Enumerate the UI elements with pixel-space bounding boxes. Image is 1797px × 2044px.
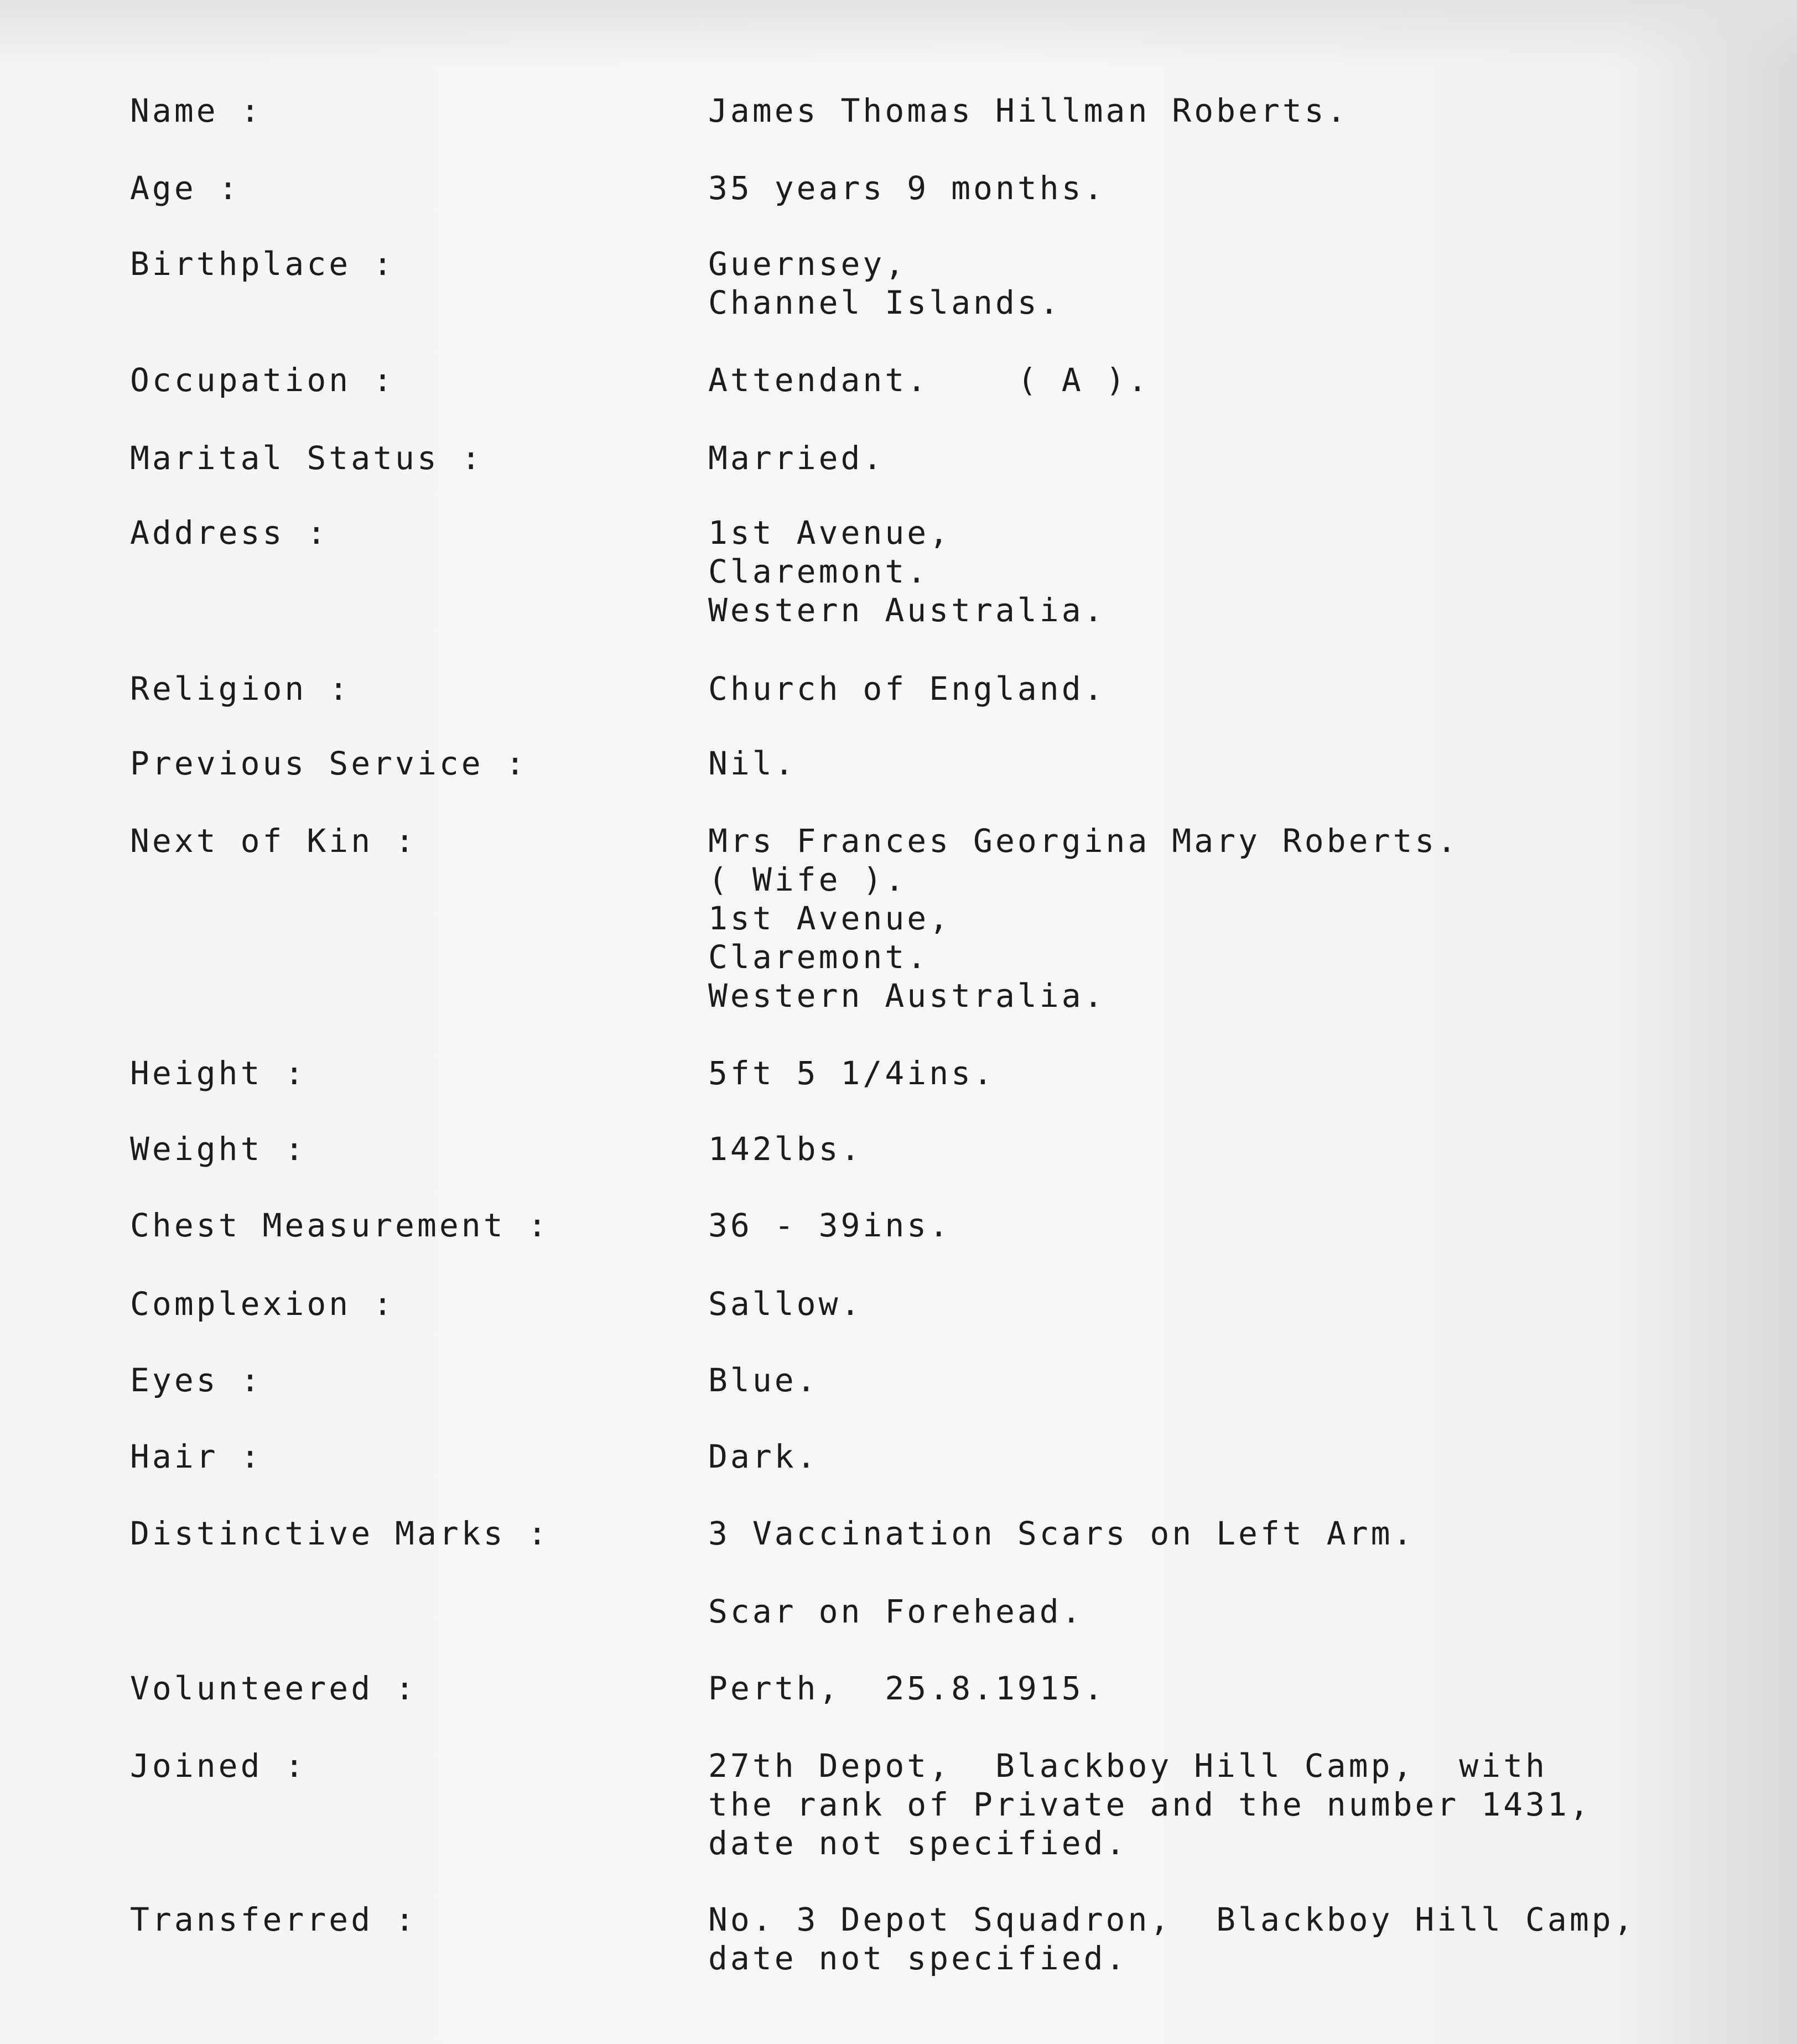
value-line: Married. bbox=[708, 439, 885, 477]
field-label: Eyes : bbox=[130, 1361, 263, 1399]
field-value bbox=[708, 1284, 863, 1323]
field-label: Address : bbox=[130, 514, 329, 552]
value-line: Western Australia. bbox=[708, 591, 1106, 629]
field-label: Distinctive Marks : bbox=[130, 1515, 550, 1552]
value-line: ( Wife ). bbox=[708, 861, 907, 898]
field-value bbox=[708, 169, 1106, 207]
value-line: 5ft 5 1/4ins. bbox=[708, 1054, 995, 1092]
value-line: Western Australia. bbox=[708, 977, 1106, 1015]
value-line: Church of England. bbox=[708, 670, 1106, 708]
scan-shading bbox=[0, 0, 1797, 66]
field-label: Chest Measurement : bbox=[130, 1206, 550, 1244]
value-line: Channel Islands. bbox=[708, 284, 1062, 321]
value-line: Perth, 25.8.1915. bbox=[708, 1669, 1106, 1707]
field-value bbox=[708, 1437, 819, 1476]
field-value bbox=[708, 1900, 1636, 1978]
field-value bbox=[708, 1592, 1084, 1631]
field-label: Birthplace : bbox=[130, 245, 396, 283]
value-line: date not specified. bbox=[708, 1824, 1128, 1862]
field-value bbox=[708, 1206, 951, 1245]
field-value bbox=[708, 744, 797, 783]
field-label: Next of Kin : bbox=[130, 822, 417, 860]
field-value bbox=[708, 1746, 1592, 1863]
field-label: Marital Status : bbox=[130, 439, 484, 477]
field-value bbox=[708, 513, 1106, 630]
value-line: Guernsey, bbox=[708, 245, 907, 283]
field-label: Age : bbox=[130, 169, 241, 207]
value-line: the rank of Private and the number 1431, bbox=[708, 1786, 1592, 1823]
value-line: date not specified. bbox=[708, 1939, 1128, 1977]
value-line: Blue. bbox=[708, 1361, 819, 1399]
value-line: Claremont. bbox=[708, 553, 929, 590]
value-line: Sallow. bbox=[708, 1285, 863, 1323]
field-value bbox=[708, 361, 1150, 399]
value-line: Attendant. ( A ). bbox=[708, 361, 1150, 399]
field-label: Weight : bbox=[130, 1130, 307, 1168]
value-line: 3 Vaccination Scars on Left Arm. bbox=[708, 1515, 1415, 1552]
value-line: 27th Depot, Blackboy Hill Camp, with bbox=[708, 1747, 1547, 1785]
value-line: 36 - 39ins. bbox=[708, 1206, 952, 1244]
value-line: No. 3 Depot Squadron, Blackboy Hill Camp, bbox=[708, 1901, 1636, 1938]
field-value bbox=[708, 1130, 863, 1168]
field-label: Religion : bbox=[130, 670, 351, 708]
value-line: Nil. bbox=[708, 745, 797, 782]
value-line: 142lbs. bbox=[708, 1130, 863, 1168]
field-value bbox=[708, 1669, 1106, 1708]
field-value bbox=[708, 821, 1459, 1015]
value-line: Scar on Forehead. bbox=[708, 1593, 1084, 1630]
field-label: Hair : bbox=[130, 1438, 263, 1475]
field-value bbox=[708, 245, 1062, 322]
field-label: Joined : bbox=[130, 1747, 307, 1785]
value-line: 1st Avenue, bbox=[708, 899, 952, 937]
field-label: Name : bbox=[130, 92, 263, 129]
field-value bbox=[708, 1514, 1415, 1553]
field-label: Complexion : bbox=[130, 1285, 396, 1323]
field-value bbox=[708, 91, 1349, 130]
value-line: James Thomas Hillman Roberts. bbox=[708, 92, 1349, 129]
field-value bbox=[708, 439, 885, 477]
field-label: Occupation : bbox=[130, 361, 396, 399]
field-label: Height : bbox=[130, 1054, 307, 1092]
value-line: 35 years 9 months. bbox=[708, 169, 1106, 207]
field-label: Transferred : bbox=[130, 1901, 417, 1938]
field-value bbox=[708, 1054, 995, 1093]
field-label: Previous Service : bbox=[130, 745, 528, 782]
value-line: Dark. bbox=[708, 1438, 819, 1475]
value-line: 1st Avenue, bbox=[708, 514, 952, 552]
field-value bbox=[708, 1361, 819, 1400]
value-line: Claremont. bbox=[708, 938, 929, 976]
field-label: Volunteered : bbox=[130, 1669, 417, 1707]
field-value bbox=[708, 669, 1106, 708]
value-line: Mrs Frances Georgina Mary Roberts. bbox=[708, 822, 1460, 860]
